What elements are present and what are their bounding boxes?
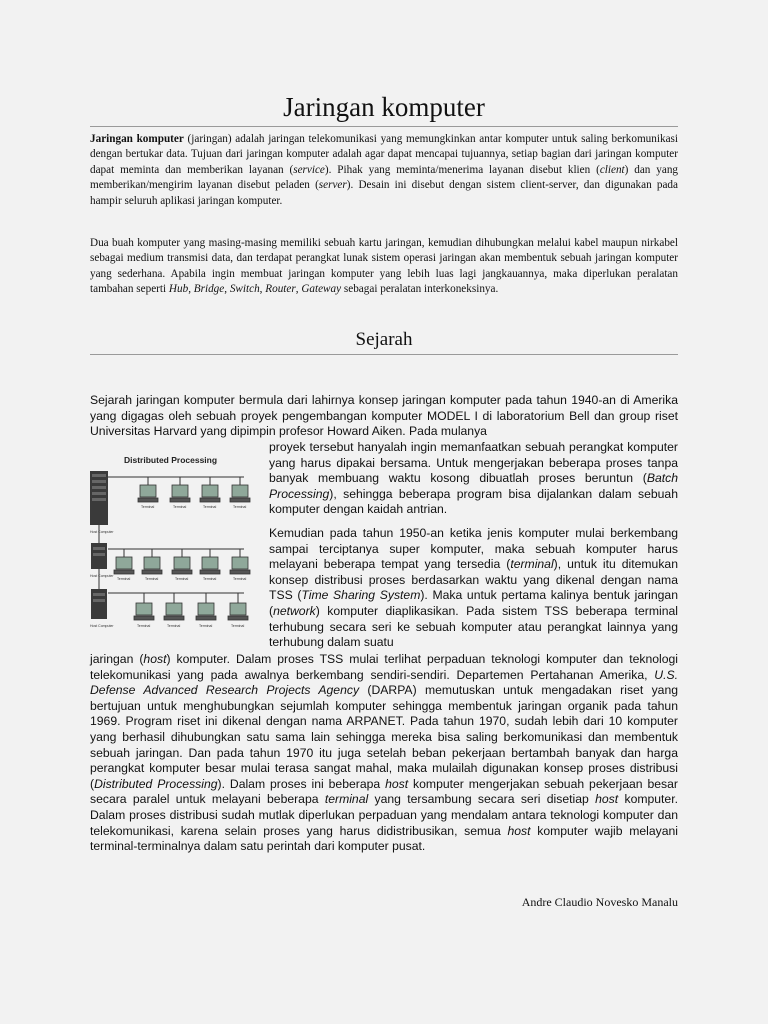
text-run: jaringan (	[90, 652, 144, 666]
term-terminal: terminal	[510, 557, 554, 572]
host-label: Host Computer	[90, 530, 114, 534]
terminal-label: Terminal	[175, 577, 189, 581]
term-client: client	[599, 163, 625, 176]
terminal-label: Terminal	[233, 577, 247, 581]
term-gateway: Gateway	[301, 283, 342, 296]
text-run: Kemudian pada tahun 1950-an ketika jenis komputer mulai berkembang sampai terciptanya super komputer, maka sebuah komputer harus melayani beberapa tempat yang tersedia (	[269, 526, 678, 572]
terminal-labels-row-3	[90, 624, 244, 628]
term-distributed-processing: Distributed Processing	[94, 776, 218, 791]
text-run: ) komputer diaplikasikan. Pada sistem TSS beberapa terminal terhubung secara seri ke sebuah komputer atau perangkat lainnya yang terhubung dalam suatu	[269, 603, 678, 650]
terminal-labels-row-1	[90, 505, 246, 534]
text-run: komputer wajib melayani terminal-terminalnya dalam satu perintah dari komputer pusat.	[90, 823, 678, 854]
terminal-label: Terminal	[145, 577, 159, 581]
distributed-processing-figure	[88, 447, 260, 643]
term-bridge: Bridge	[193, 283, 225, 296]
term-hub: Hub	[168, 283, 189, 296]
terminal-label: Terminal	[173, 505, 187, 509]
term-terminal: terminal	[324, 792, 369, 807]
term-time-sharing-system: Time Sharing System	[301, 588, 421, 603]
term-switch: Switch	[229, 283, 260, 296]
term-service: service	[293, 163, 325, 176]
text-run: Dua buah komputer yang masing-masing memiliki sebuah kartu jaringan, kemudian dihubungkan melalui kabel maupun nirkabel sebagai medium transmisi data, dan terdapat perangkat lunak sistem operasi jaringan akan membentuk sebuah jaringan komputer yang sederhana. Apabila ingin membuat jaringan komputer yang lebih luas lagi jangkauannya, maka diperlukan peralatan tambahan seperti	[90, 237, 678, 296]
history-paragraph-2-wrap	[269, 526, 678, 651]
term-router: Router	[265, 283, 296, 296]
title-divider	[90, 126, 678, 127]
terminal-label: Terminal	[203, 505, 217, 509]
host-computer-2	[91, 543, 107, 569]
term-jaringan-komputer: Jaringan komputer	[90, 133, 184, 145]
terminal-label: Terminal	[231, 624, 245, 628]
network-cables	[99, 477, 247, 603]
text-run: ,	[224, 283, 230, 296]
terminal-label: Terminal	[203, 577, 217, 581]
term-host: host	[507, 823, 531, 838]
text-run: ). Dalam proses ini beberapa	[217, 776, 386, 791]
intro-paragraph-2	[90, 236, 678, 298]
text-run: komputer. Dalam proses distribusi sudah mutlak diperlukan perpaduan yang mendalam antara teknologi komputer dan telekomunikasi, karena selain proses yang harus didistribusikan, semua	[90, 792, 678, 838]
figure-title: Distributed Processing	[124, 455, 218, 465]
term-network: network	[273, 603, 316, 618]
text-run: ), sehingga beberapa program bisa dijalankan dalam sebuah komputer dengan kaidah antrian.	[269, 486, 678, 517]
history-paragraph-1-top	[90, 393, 678, 440]
terminal-label: Terminal	[141, 505, 155, 509]
terminals-row-2	[114, 557, 250, 574]
text-run: ) komputer. Dalam proses TSS mulai terlihat perpaduan teknologi komputer dan teknologi telekomunikasi yang pada awalnya berkembang sendiri-sendiri. Departemen Pertahanan Amerika,	[90, 652, 678, 682]
terminal-label: Terminal	[117, 577, 131, 581]
text-run: ,	[188, 283, 194, 296]
text-run: (jaringan) adalah jaringan telekomunikasi yang memungkinkan antar komputer untuk saling berkomunikasi dengan bertukar data. Tujuan dari jaringan komputer adalah agar dapat mencapai tujuannya, setiap bagian dari jaringan komputer dapat meminta dan memberikan layanan (	[90, 133, 678, 176]
history-paragraph-2-full	[90, 652, 678, 855]
text-run: komputer mengerjakan sebuah pekerjaan besar secara paralel untuk melayani beberapa	[90, 776, 678, 807]
host-computer-main	[90, 471, 108, 525]
section-heading-sejarah: Sejarah	[355, 329, 413, 350]
network-diagram	[88, 447, 260, 643]
host-label: Host Computer	[90, 624, 114, 628]
text-run: Sejarah jaringan komputer bermula dari lahirnya konsep jaringan komputer pada tahun 1940-an di Amerika yang digagas oleh sebuah proyek pengembangan komputer MODEL I di laboratorium Bell dan group riset Universitas Harvard yang dipimpin profesor Howard Aiken. Pada mulanya	[90, 393, 678, 439]
term-batch-processing: Batch Processing	[269, 471, 678, 501]
terminal-label: Terminal	[137, 624, 151, 628]
host-label: Host Computer	[90, 574, 114, 578]
text-run: ), untuk itu ditemukan konsep distribusi proses berdasarkan waktu yang dikenal dengan nama TSS (	[269, 557, 678, 603]
history-paragraph-1-wrap	[269, 440, 678, 518]
term-server: server	[318, 179, 347, 192]
terminal-label: Terminal	[233, 505, 247, 509]
section-divider	[90, 354, 678, 355]
host-computer-3	[91, 589, 107, 619]
terminal-label: Terminal	[199, 624, 213, 628]
text-run: sebagai peralatan interkoneksinya.	[341, 283, 499, 296]
term-host: host	[595, 792, 619, 807]
text-run: (DARPA) memutuskan untuk mengadakan riset yang bertujuan untuk menghubungkan sejumlah komputer sehingga membentuk jaringan organik pada tahun 1969. Program riset ini dikenal dengan nama ARPANET. Pada tahun 1970, sudah lebih dari 10 komputer yang berhasil dihubungkan satu sama lain sehingga mereka bisa saling berkomunikasi dan membentuk sebuah jaringan. Dan pada tahun 1970 itu juga setelah beban pekerjaan bertambah banyak dan harga perangkat komputer besar mulai terasa sangat mahal, maka mulailah digunakan konsep proses distribusi (	[90, 683, 679, 791]
terminals-row-1	[138, 485, 250, 502]
text-run: ). Maka untuk pertama kalinya bentuk jaringan (	[269, 588, 678, 618]
text-run: ). Pihak yang meminta/menerima layanan disebut klien (	[324, 163, 600, 176]
terminal-labels-row-2	[90, 574, 246, 581]
text-run: ,	[259, 283, 266, 296]
author-name: Andre Claudio Novesko Manalu	[521, 895, 678, 909]
term-host: host	[385, 776, 409, 791]
text-run: yang tersambung secara seri disetiap	[368, 792, 596, 807]
term-darpa: U.S. Defense Advanced Research Projects Agency	[90, 667, 678, 698]
intro-paragraph-1	[90, 132, 678, 209]
term-host: host	[143, 652, 167, 666]
page-title: Jaringan komputer	[283, 92, 485, 122]
terminals-row-3	[134, 603, 248, 620]
text-run: ). Desain ini disebut dengan sistem client-server, dan digunakan pada hampir seluruh aplikasi jaringan komputer.	[90, 179, 678, 207]
text-run: ,	[295, 283, 302, 296]
text-run: ) dan yang memberikan/mengirim layanan disebut peladen (	[90, 163, 679, 192]
text-run: proyek tersebut hanyalah ingin memanfaatkan sebuah perangkat komputer yang harus dipakai bersama. Untuk mengerjakan beberapa proses tanpa banyak membuang waktu kosong dibuatlah proses beruntun (	[269, 440, 678, 486]
terminal-label: Terminal	[167, 624, 181, 628]
